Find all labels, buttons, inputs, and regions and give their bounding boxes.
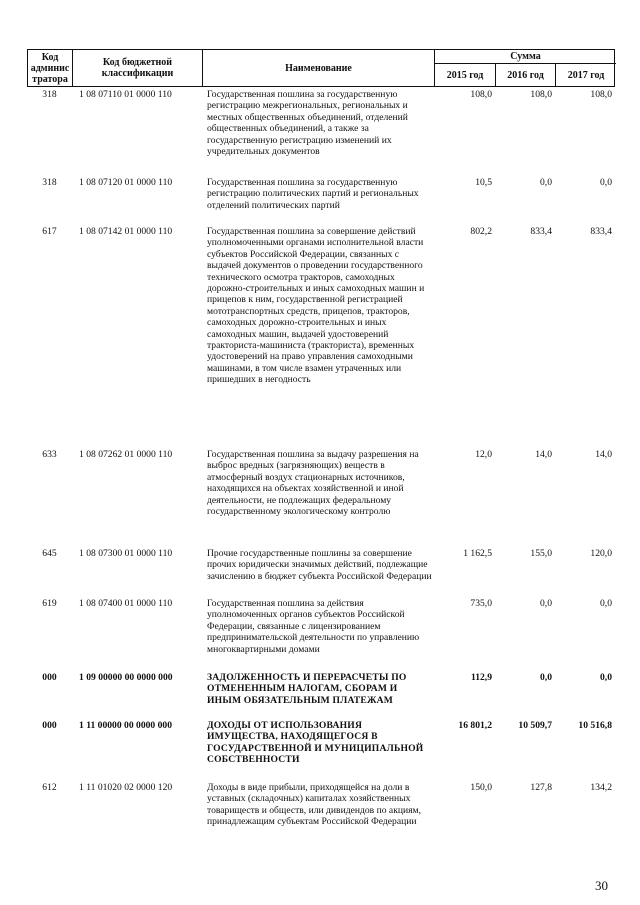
budget-code: 1 09 00000 00 0000 000 — [79, 672, 173, 683]
value-2016: 127,8 — [530, 782, 552, 793]
value-2017: 120,0 — [590, 548, 612, 559]
admin-code: 000 — [42, 720, 57, 731]
value-2015: 12,0 — [475, 449, 492, 460]
page-number: 30 — [595, 878, 608, 893]
item-name: Государственная пошлина за государственную регистрацию межрегиональных, региональных и местных общественных объединений, отделений общественных объединений, а также за государственную регистрацию изменений их учредительных документов — [207, 89, 408, 158]
budget-code: 1 08 07110 01 0000 110 — [79, 89, 172, 100]
value-2015: 108,0 — [470, 89, 492, 100]
budget-code: 1 11 01020 02 0000 120 — [79, 782, 173, 793]
admin-code: 645 — [42, 548, 57, 559]
admin-code: 617 — [42, 226, 57, 237]
value-2015: 10,5 — [475, 177, 492, 188]
header-year-2015: 2015 год — [435, 63, 496, 87]
header-budget-code: Код бюджетной классификации — [73, 50, 203, 86]
value-2015: 112,9 — [470, 672, 492, 683]
item-name: Доходы в виде прибыли, приходящейся на доли в уставных (складочных) капиталах хозяйственных товариществ и обществ, или дивидендов по акциям, принадлежащим субъектам Российской Федерации — [207, 782, 422, 828]
budget-code: 1 08 07262 01 0000 110 — [79, 449, 173, 460]
item-name: Государственная пошлина за государственную регистрацию политических партий и региональных отделений политических партий — [207, 177, 419, 211]
budget-code: 1 08 07120 01 0000 110 — [79, 177, 173, 188]
header-name: Наименование — [203, 50, 435, 86]
budget-code: 1 08 07400 01 0000 110 — [79, 598, 173, 609]
header-year-2017: 2017 год — [567, 69, 605, 81]
value-2017: 0,0 — [600, 598, 612, 609]
item-name: Прочие государственные пошлины за совершение прочих юридически значимых действий, подлежащие зачислению в бюджет субъекта Российской Федерации — [207, 548, 432, 582]
value-2015: 150,0 — [470, 782, 492, 793]
value-2015: 735,0 — [470, 598, 492, 609]
item-name: ДОХОДЫ ОТ ИСПОЛЬЗОВАНИЯ ИМУЩЕСТВА, НАХОДЯЩЕГОСЯ В ГОСУДАРСТВЕННОЙ И МУНИЦИПАЛЬНОЙ СОБСТВЕННОСТИ — [207, 720, 424, 766]
budget-code: 1 11 00000 00 0000 000 — [79, 720, 173, 731]
admin-code: 318 — [42, 89, 57, 100]
value-2016: 0,0 — [540, 672, 552, 683]
budget-code: 1 08 07300 01 0000 110 — [79, 548, 173, 559]
header-year-2016: 2016 год — [496, 63, 556, 87]
value-2016: 108,0 — [530, 89, 552, 100]
admin-code: 633 — [42, 449, 57, 460]
item-name: Государственная пошлина за совершение действий уполномоченными органами исполнительной власти субъектов Российской Федерации, связанных с выдачей документов о проведении государственного технического осмотра тракторов, самоходных дорожно-строительных и иных самоходных машин и прицепов к ним, государственной регистрацией мототранспортных средств, прицепов, тракторов, самоходных дорожно-строительных и иных самоходных машин, выдачей удостоверений тракториста-машиниста (тракториста), временных удостоверений на право управления самоходными машинами, в том числе взамен утраченных или пришедших в негодность — [207, 226, 425, 386]
value-2016: 0,0 — [540, 598, 552, 609]
admin-code: 000 — [42, 672, 57, 683]
value-2015: 16 801,2 — [458, 720, 492, 731]
value-2017: 14,0 — [595, 449, 612, 460]
value-2017: 108,0 — [590, 89, 612, 100]
value-2017: 134,2 — [590, 782, 612, 793]
value-2017: 0,0 — [600, 672, 612, 683]
value-2015: 1 162,5 — [463, 548, 492, 559]
value-2016: 0,0 — [540, 177, 552, 188]
admin-code: 318 — [42, 177, 57, 188]
value-2017: 0,0 — [600, 177, 612, 188]
budget-code: 1 08 07142 01 0000 110 — [79, 226, 173, 237]
header-admin-code: Код админис тратора — [28, 50, 73, 86]
value-2016: 10 509,7 — [518, 720, 552, 731]
table-header — [27, 49, 615, 87]
header-sum: Сумма — [435, 50, 616, 64]
value-2016: 833,4 — [530, 226, 552, 237]
admin-code: 619 — [42, 598, 57, 609]
value-2016: 155,0 — [530, 548, 552, 559]
value-2017: 833,4 — [590, 226, 612, 237]
item-name: Государственная пошлина за выдачу разрешения на выброс вредных (загрязняющих) веществ в атмосферный воздух стационарных источников, находящихся на объектах хозяйственной и иной деятельности, не подлежащих федеральному государственному экологическому контролю — [207, 449, 419, 518]
admin-code: 612 — [42, 782, 57, 793]
item-name: ЗАДОЛЖЕННОСТЬ И ПЕРЕРАСЧЕТЫ ПО ОТМЕНЕННЫМ НАЛОГАМ, СБОРАМ И ИНЫМ ОБЯЗАТЕЛЬНЫМ ПЛАТЕЖАМ — [207, 672, 407, 706]
value-2015: 802,2 — [470, 226, 492, 237]
value-2016: 14,0 — [535, 449, 552, 460]
value-2017: 10 516,8 — [578, 720, 612, 731]
item-name: Государственная пошлина за действия уполномоченных органов субъектов Российской Федерации, связанные с лицензированием предпринимательской деятельности по управлению многоквартирными домами — [207, 598, 420, 655]
